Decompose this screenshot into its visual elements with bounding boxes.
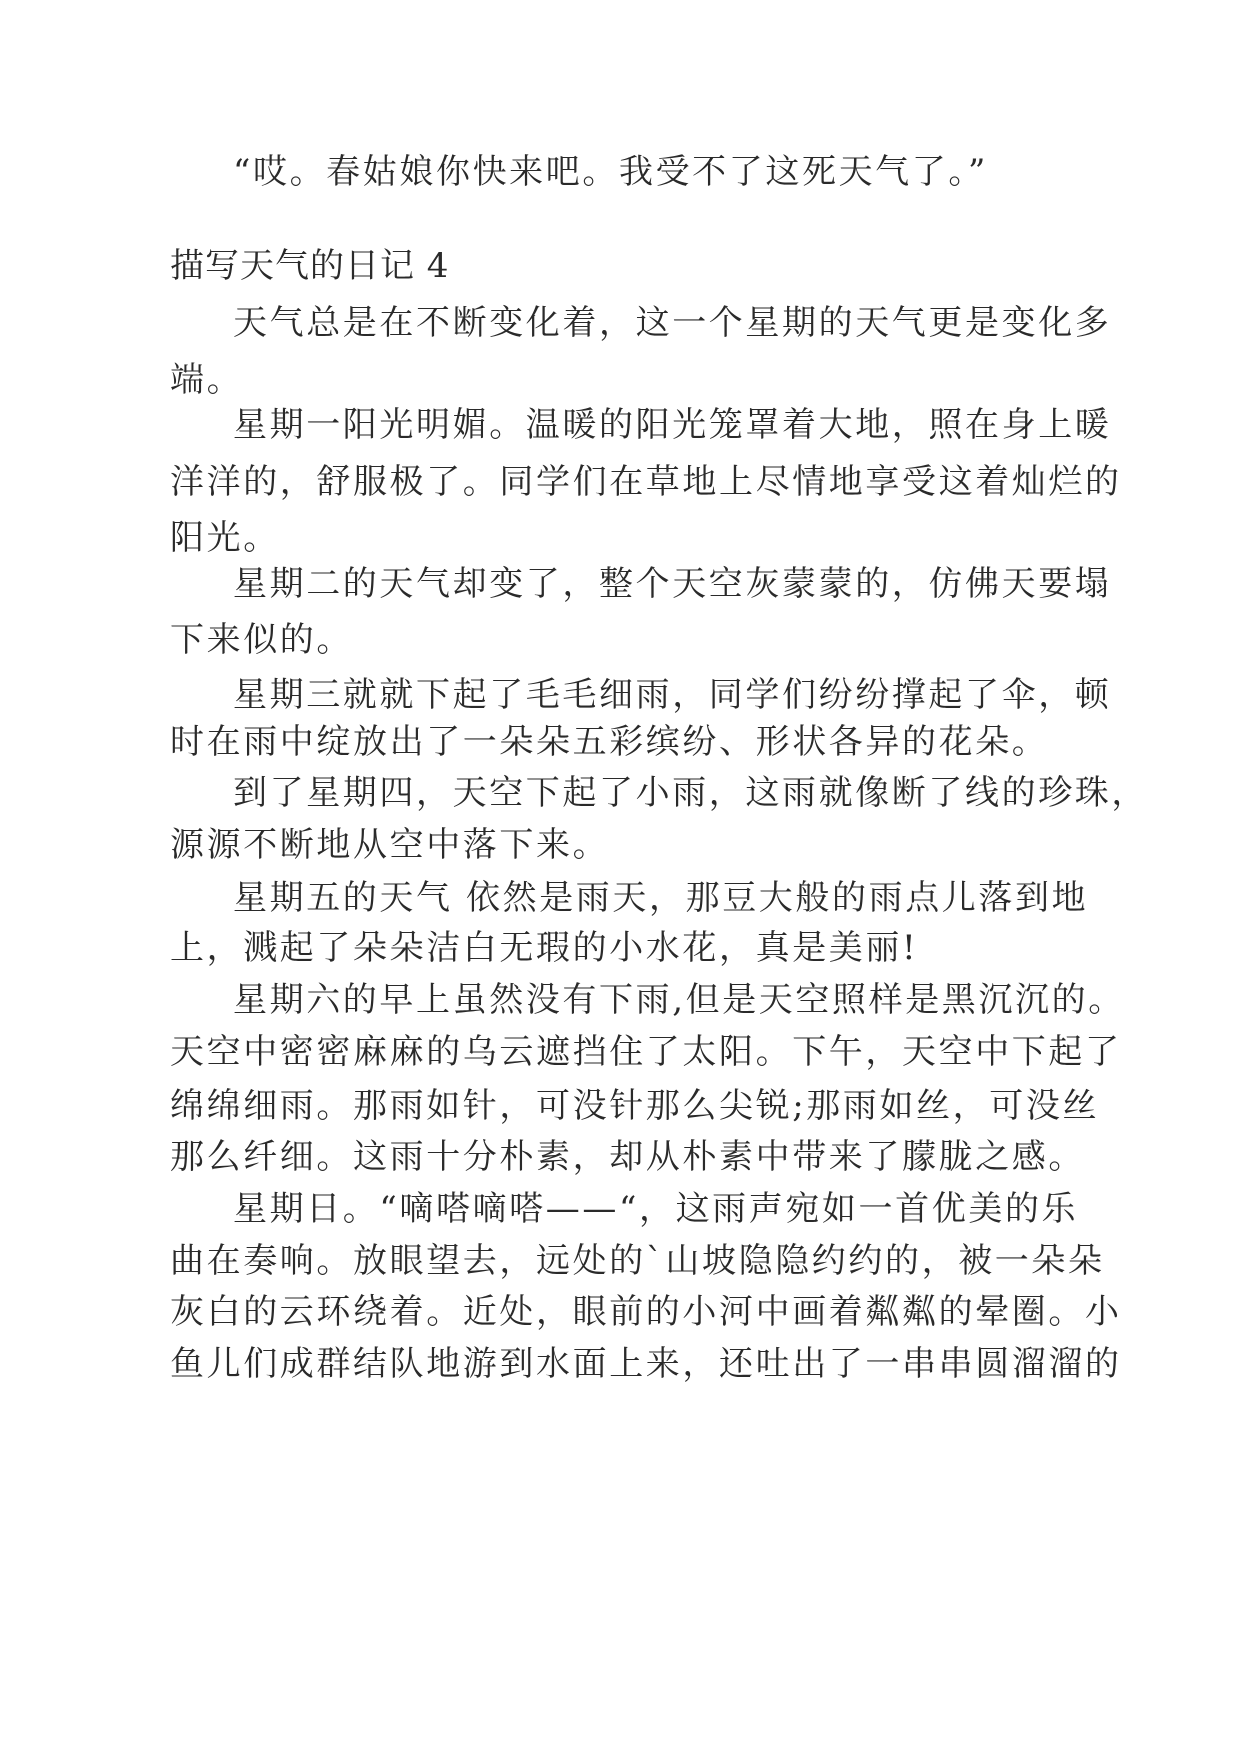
paragraph-2-line-3: 阳光。 xyxy=(170,518,280,558)
paragraph-1-line-2: 端。 xyxy=(170,360,244,400)
paragraph-5-line-2: 源源不断地从空中落下来。 xyxy=(170,825,610,865)
paragraph-8-line-3: 灰白的云环绕着。近处，眼前的小河中画着粼粼的晕圈。小 xyxy=(170,1292,1122,1332)
paragraph-4-line-1: 星期三就就下起了毛毛细雨，同学们纷纷撑起了伞，顿 xyxy=(233,675,1112,715)
paragraph-7-line-3: 绵绵细雨。那雨如针，可没针那么尖锐;那雨如丝，可没丝 xyxy=(170,1086,1100,1126)
opening-quote: “哎。春姑娘你快来吧。我受不了这死天气了。” xyxy=(233,152,988,192)
paragraph-7-line-4: 那么纤细。这雨十分朴素，却从朴素中带来了朦胧之感。 xyxy=(170,1137,1085,1177)
paragraph-5-line-1: 到了星期四，天空下起了小雨，这雨就像断了线的珍珠， xyxy=(233,773,1148,813)
paragraph-8-line-4: 鱼儿们成群结队地游到水面上来，还吐出了一串串圆溜溜的 xyxy=(170,1344,1122,1384)
paragraph-7-line-1: 星期六的早上虽然没有下雨,但是天空照样是黑沉沉的。 xyxy=(233,980,1125,1020)
paragraph-2-line-2: 洋洋的，舒服极了。同学们在草地上尽情地享受这着灿烂的 xyxy=(170,462,1122,502)
paragraph-3-line-1: 星期二的天气却变了，整个天空灰蒙蒙的，仿佛天要塌 xyxy=(233,564,1112,604)
paragraph-8-line-2: 曲在奏响。放眼望去，远处的`山坡隐隐约约的，被一朵朵 xyxy=(170,1241,1105,1281)
paragraph-2-line-1: 星期一阳光明媚。温暖的阳光笼罩着大地，照在身上暖 xyxy=(233,405,1112,445)
paragraph-8-line-1: 星期日。“嘀嗒嘀嗒——“，这雨声宛如一首优美的乐 xyxy=(233,1189,1079,1229)
paragraph-6-line-2: 上，溅起了朵朵洁白无瑕的小水花，真是美丽! xyxy=(170,928,919,968)
paragraph-6-line-1: 星期五的天气 依然是雨天，那豆大般的雨点儿落到地 xyxy=(233,878,1089,918)
paragraph-7-line-2: 天空中密密麻麻的乌云遮挡住了太阳。下午，天空中下起了 xyxy=(170,1032,1122,1072)
section-title: 描写天气的日记 4 xyxy=(170,246,450,286)
paragraph-3-line-2: 下来似的。 xyxy=(170,620,353,660)
paragraph-1-line-1: 天气总是在不断变化着，这一个星期的天气更是变化多 xyxy=(233,303,1112,343)
paragraph-4-line-2: 时在雨中绽放出了一朵朵五彩缤纷、形状各异的花朵。 xyxy=(170,722,1049,762)
